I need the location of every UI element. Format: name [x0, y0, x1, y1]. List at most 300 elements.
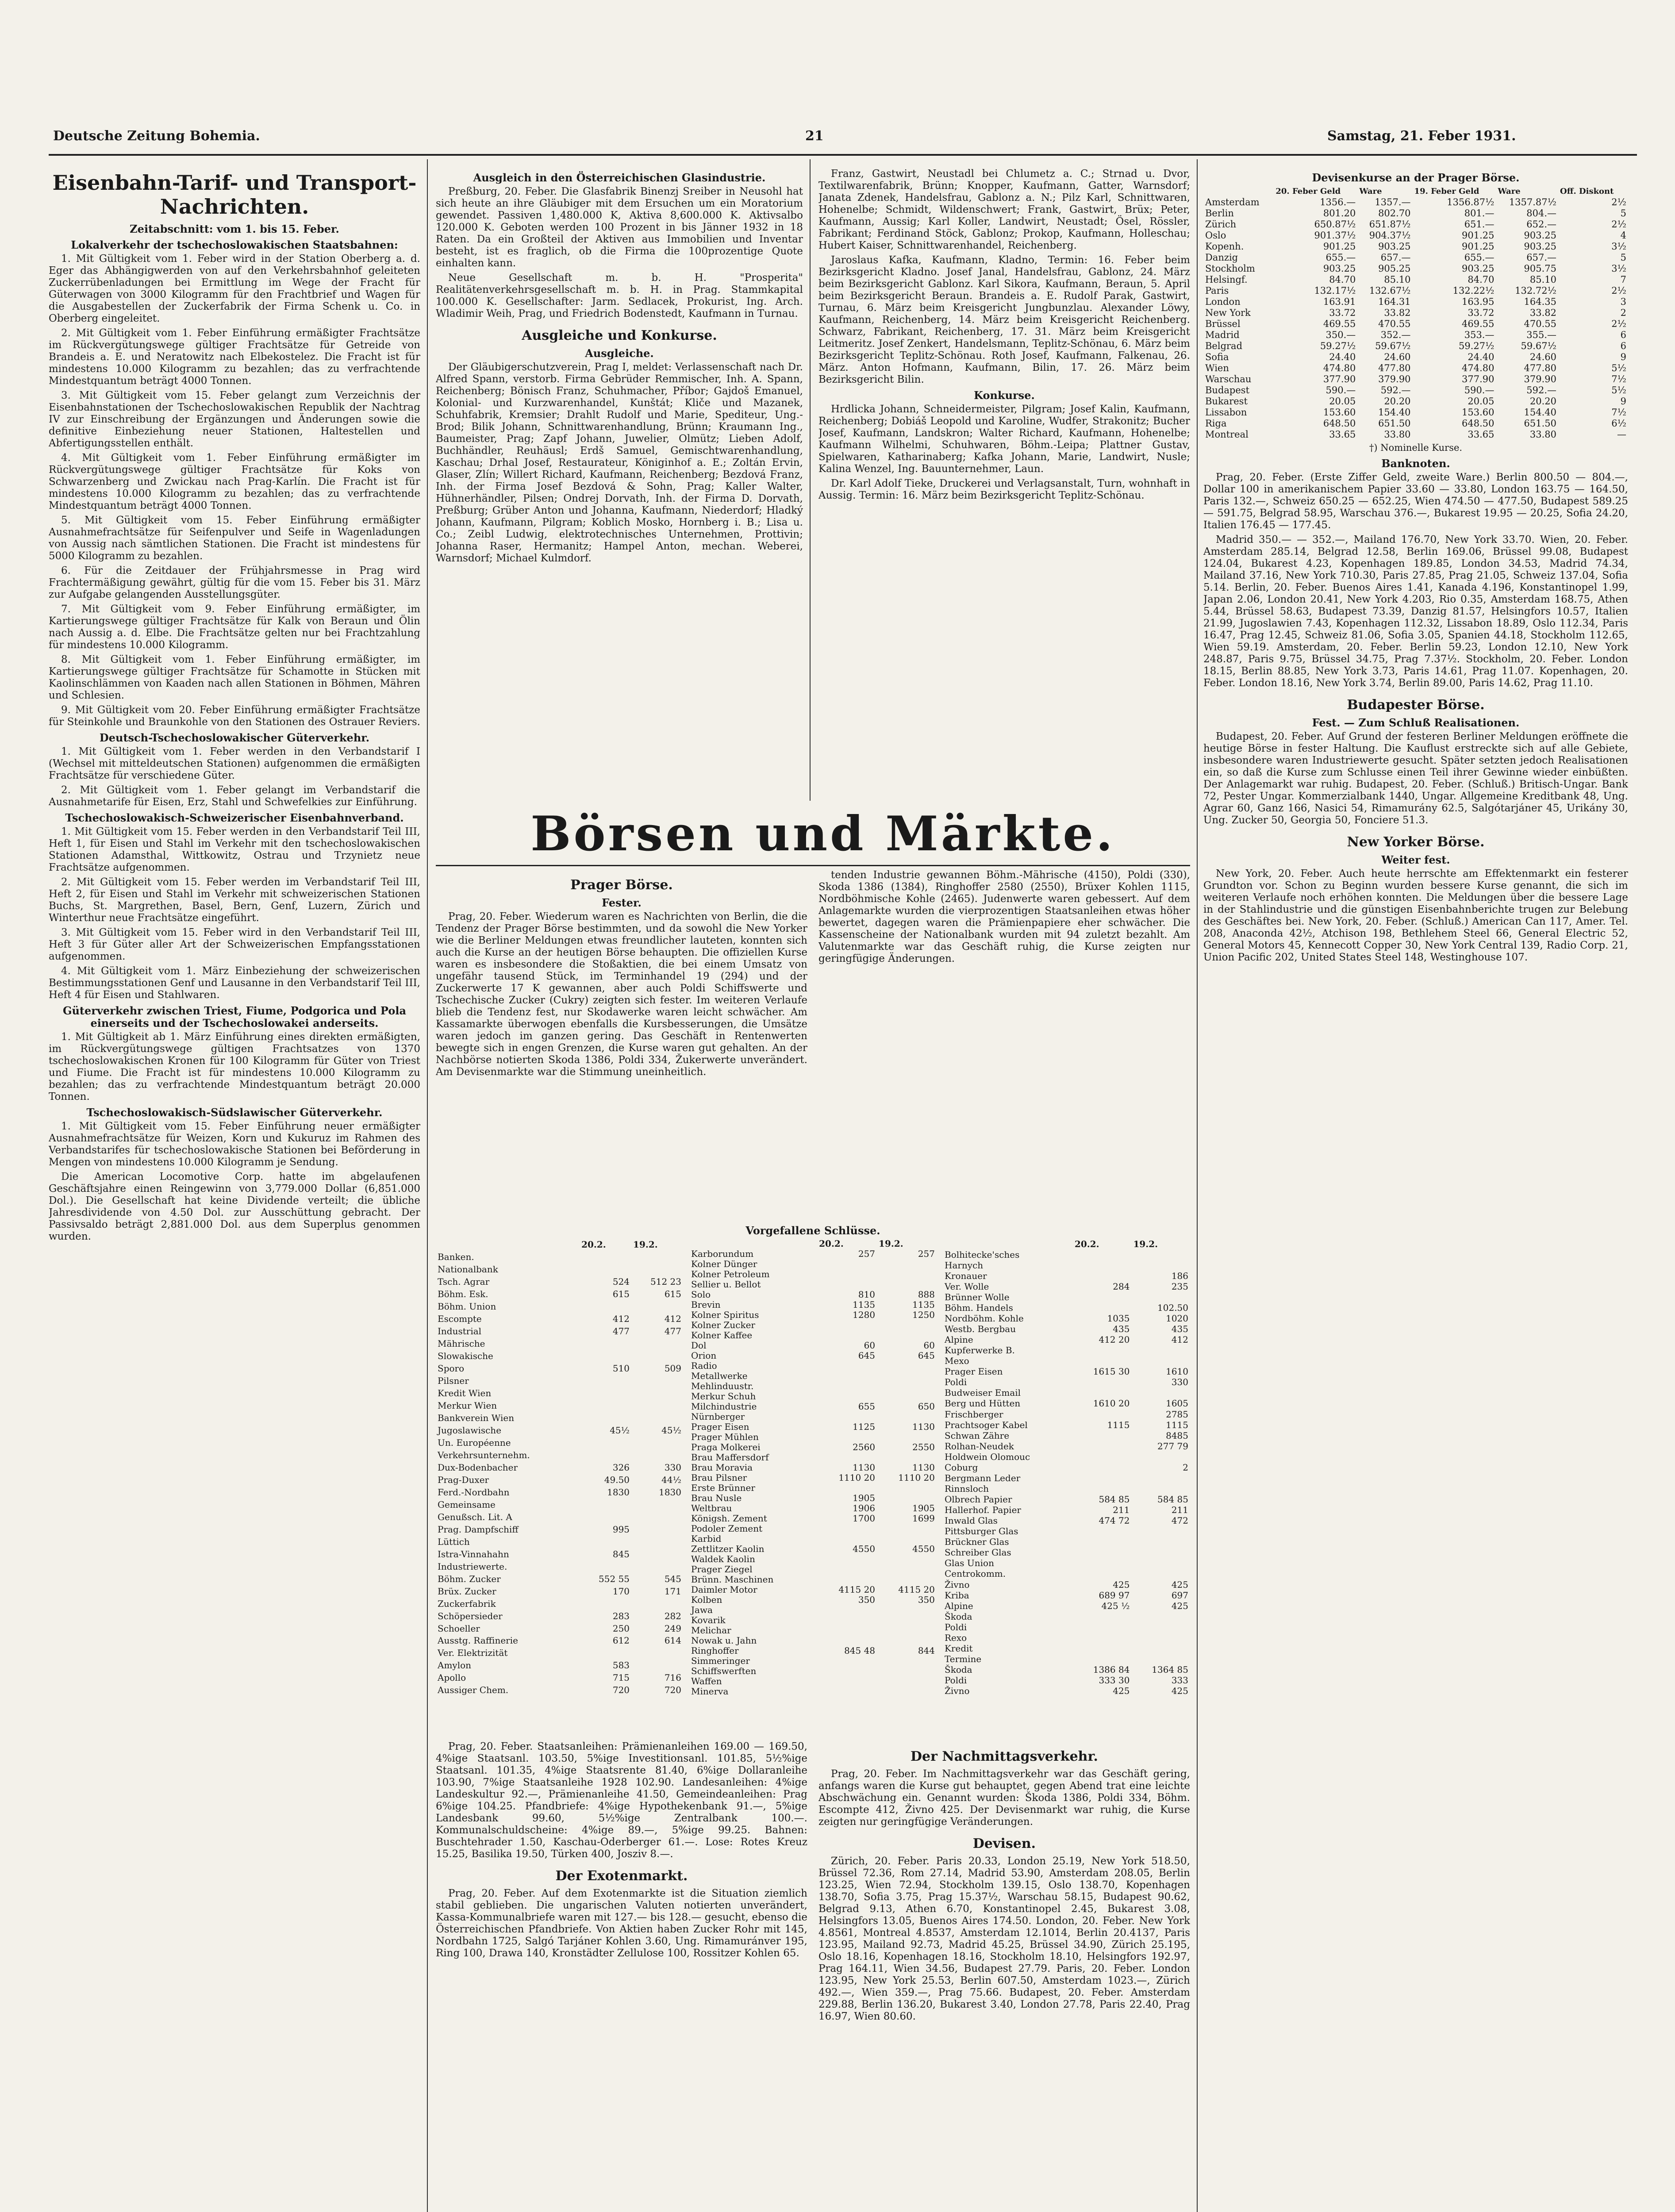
table-cell [877, 1493, 937, 1503]
table-cell: 59.27½ [1459, 341, 1494, 351]
table-cell [580, 1301, 631, 1313]
table-cell [1073, 1473, 1132, 1483]
table-cell [1073, 1430, 1132, 1441]
table-cell: 1905 [912, 1503, 935, 1513]
table-row [436, 1425, 683, 1437]
table-row [436, 1375, 683, 1387]
table-row [436, 1610, 683, 1622]
table-cell [1073, 1356, 1132, 1367]
paragraph: 5. Mit Gültigkeit vom 15. Feber Einführung ermäßigter Ausnahmefrachtsätze für Seifenpulver und Seife in Wagenladungen von Aussig nach sämtlichen Stationen. Die Fracht ist mindestens für 5000 Kilogramm zu bezahlen. [49, 515, 420, 562]
table-row [1203, 385, 1628, 396]
table-cell: Živno [945, 1686, 970, 1697]
column-rule [427, 159, 428, 2212]
table-cell [877, 1686, 937, 1697]
table-cell [877, 1412, 937, 1422]
table-cell [877, 1391, 937, 1402]
table-cell [1073, 1260, 1132, 1271]
table-cell: 425 [1113, 1579, 1130, 1590]
table-cell: Nürnberger [691, 1411, 745, 1422]
table-cell: Karborundum [691, 1248, 754, 1259]
table-cell: 284 [1113, 1281, 1130, 1292]
stock-tables-title: Vorgefallene Schlüsse. [745, 1224, 880, 1237]
table-cell [580, 1511, 631, 1523]
newspaper-name: Deutsche Zeitung Bohemia. [53, 128, 260, 144]
table-row [943, 1302, 1190, 1313]
table-header-cell: 20. Feber Geld [1275, 187, 1341, 196]
table-cell [1131, 1643, 1190, 1654]
table-cell: 1135 [912, 1299, 935, 1310]
table-cell [817, 1371, 877, 1381]
table-cell: 901.25 [1462, 230, 1494, 241]
table-row [689, 1503, 937, 1513]
table-row [689, 1575, 937, 1585]
paragraph: 4. Mit Gültigkeit vom 1. März Einbeziehung der schweizerischen Bestimmungsstationen Genf und Lausanne in den Verbandstarif Teil III, Heft 4 für Eisen und Stahlwaren. [49, 965, 420, 1001]
table-cell: 186 [1171, 1270, 1188, 1281]
running-header [0, 128, 1675, 155]
table-cell: 164.31 [1378, 296, 1411, 307]
table-cell [631, 1301, 683, 1313]
table-cell: 377.90 [1462, 374, 1494, 384]
column-rule [810, 159, 811, 801]
table-cell: 2½ [1611, 219, 1626, 230]
table-cell: Poldi [945, 1621, 967, 1632]
table-cell: 903.25 [1378, 241, 1411, 252]
table-cell [1073, 1548, 1132, 1558]
paragraph: 3. Mit Gültigkeit vom 15. Feber gelangt zum Verzeichnis der Eisenbahnstationen der Tschechoslowakischen Republik der Nachtrag IV zur Einschreibung der Ergänzungen und Änderungen sowie die definitive Einbeziehung neuer Stationen, Haltestellen und Abfertigungsstellen enthält. [49, 390, 420, 449]
table-cell [580, 1251, 631, 1263]
table-cell: 211 [1171, 1505, 1188, 1516]
table-cell [1131, 1388, 1190, 1398]
table-cell [631, 1375, 683, 1387]
table-cell [1131, 1292, 1190, 1302]
table-cell: Istra-Vinnahahn [438, 1548, 509, 1559]
paragraph: 1. Mit Gültigkeit ab 1. März Einführung eines direkten ermäßigten, im Rückvergütungswege gültigen Frachtsatzes von 1370 tschechoslowakischen Kronen für 100 Kilogramm für Güter von Triest und Fiume. Die Fracht ist für mindestens 10.000 Kilogramm zu bezahlen; das zu verfrachtende Mindestquantum beträgt 20.000 Tonnen. [49, 1031, 420, 1102]
table-cell [1131, 1569, 1190, 1579]
table-cell: 6 [1620, 341, 1626, 351]
table-cell: Bukarest [1205, 396, 1248, 407]
table-cell: 4550 [912, 1544, 935, 1554]
table-cell: Riga [1205, 418, 1227, 429]
table-cell: 888 [918, 1289, 935, 1300]
table-cell: 903.25 [1462, 263, 1494, 274]
table-cell: 249 [664, 1623, 681, 1634]
table-row [943, 1345, 1190, 1356]
table-cell: 901.25 [1462, 241, 1494, 252]
table-cell: 470.55 [1378, 319, 1411, 329]
table-cell: 2550 [912, 1442, 935, 1452]
table-cell [631, 1350, 683, 1363]
table-row [689, 1279, 937, 1290]
table-cell: Kolner Spiritus [691, 1310, 759, 1320]
table-cell [1131, 1611, 1190, 1622]
paragraph: tenden Industrie gewannen Böhm.-Mährische (4150), Poldi (330), Skoda 1386 (1384), Ringhoffer 2580 (2550), Brüxer Kohlen 1115, Nordböhmische Kohle (2465). Judenwerte waren gebessert. Auf dem Anlagemarkte wurden die vierprozentigen Staatsanleihen etwas höher bewertet, dagegen waren die Prämienpapiere eher schwächer. Die Kassenscheine der Nationalbank wurden mit 94 zuletzt bezahlt. Am Valutenmarkte war das Geschäft ruhig, die Kurse zeigten nur geringfügige Änderungen. [818, 869, 1190, 964]
prager-subtitle: Fester. [602, 896, 642, 909]
table-row [436, 1412, 683, 1425]
creditor-column [818, 168, 1190, 796]
table-row [436, 1573, 683, 1585]
table-cell [580, 1338, 631, 1350]
table-cell: Kronauer [945, 1270, 987, 1281]
table-cell: 655.— [1464, 252, 1494, 263]
table-cell: 24.40 [1329, 352, 1356, 362]
table-row [436, 1400, 683, 1412]
table-cell [1073, 1441, 1132, 1452]
table-cell: Königsh. Zement [691, 1513, 767, 1524]
table-row [689, 1595, 937, 1605]
table-row [689, 1249, 937, 1259]
table-row [436, 1325, 683, 1338]
table-cell: Kolner Petroleum [691, 1269, 770, 1279]
table-row [689, 1463, 937, 1473]
table-cell: Brüx. Zucker [438, 1586, 496, 1597]
table-cell: 153.60 [1462, 407, 1494, 418]
table-cell [631, 1498, 683, 1511]
table-row [943, 1686, 1190, 1697]
table-cell: 49.50 [604, 1474, 630, 1485]
table-cell [877, 1524, 937, 1534]
table-cell: 283 [612, 1610, 630, 1621]
table-row [689, 1605, 937, 1615]
table-note: †) Nominelle Kurse. [1369, 442, 1463, 453]
staatsanleihen-column [436, 1741, 807, 2212]
prager-boerse-article [436, 869, 807, 1214]
budapest-title: Budapester Börse. [1347, 697, 1485, 713]
table-cell: 33.72 [1329, 307, 1356, 318]
table-cell [1131, 1473, 1190, 1483]
table-cell [580, 1560, 631, 1573]
table-cell: 905.25 [1378, 263, 1411, 274]
table-cell: 5½ [1611, 363, 1626, 373]
table-cell: 33.65 [1329, 429, 1356, 440]
table-cell: Alpine [945, 1600, 973, 1611]
table-cell: Mehlinduustr. [691, 1381, 754, 1391]
table-row [689, 1585, 937, 1595]
table-cell: Bergmann Leder [945, 1472, 1021, 1483]
table-cell [631, 1263, 683, 1276]
table-cell: Slowakische [438, 1351, 493, 1362]
table-row [436, 1437, 683, 1449]
table-cell: 905.75 [1524, 263, 1557, 274]
section-heading: Lokalverkehr der tschechoslowakischen Staatsbahnen: [71, 238, 398, 251]
table-cell: Ausstg. Raffinerie [438, 1635, 518, 1646]
table-cell: 377.90 [1323, 374, 1356, 384]
table-cell: Minerva [691, 1686, 729, 1697]
banner-rule [436, 865, 1190, 866]
table-cell [817, 1656, 877, 1666]
table-cell: Alpine [945, 1334, 973, 1345]
table-row [689, 1524, 937, 1534]
table-row [689, 1290, 937, 1300]
table-cell [817, 1524, 877, 1534]
table-row [436, 1622, 683, 1635]
table-row [689, 1564, 937, 1575]
table-cell: Brünn. Maschinen [691, 1574, 774, 1585]
table-cell: Aussiger Chem. [438, 1685, 509, 1696]
table-cell: 85.10 [1529, 274, 1557, 285]
table-row [689, 1442, 937, 1452]
table-cell: Danzig [1205, 252, 1238, 263]
table-cell: Zettlitzer Kaolin [691, 1544, 765, 1554]
table-cell: 552 55 [599, 1573, 630, 1584]
table-cell [1073, 1249, 1132, 1260]
table-cell: Podoler Zement [691, 1523, 763, 1534]
table-cell: 170 [612, 1586, 630, 1597]
paragraph: Dr. Karl Adolf Tieke, Druckerei und Verlagsanstalt, Turn, wohnhaft in Aussig. Termin: 16. März beim Bezirksgericht Teplitz-Schönau. [818, 478, 1190, 501]
table-cell [877, 1320, 937, 1330]
table-cell: Schoeller [438, 1623, 480, 1634]
section-subtitle: Ausgleiche. [585, 347, 654, 360]
table-cell: Hallerhof. Papier [945, 1505, 1021, 1516]
paragraph: Hrdlicka Johann, Schneidermeister, Pilgram; Josef Kalin, Kaufmann, Reichenberg; Dobiáš Leopold und Karoline, Wudfer, Strakonitz; Bucher Josef, Kaufmann, Landskron; Walter Richard, Kaufmann, Hohenelbe; Kaufmann Wilhelmi, Schuhwaren, Böhm.-Leipa; Plattner Gustav, Spielwaren, Katharinaberg; Kafka Johann, Marie, Landwirt, Nusle; Kalina Wenzel, Ing. Bauunternehmer, Laun. [818, 403, 1190, 475]
table-cell: 379.90 [1524, 374, 1557, 384]
table-cell: Böhm. Handels [945, 1302, 1013, 1313]
table-cell: 3½ [1611, 241, 1626, 252]
table-cell: Schiffswerften [691, 1666, 757, 1676]
table-cell: Brau Pilsner [691, 1472, 747, 1483]
table-cell: Amylon [438, 1660, 472, 1671]
table-cell: 33.65 [1468, 429, 1494, 440]
table-cell: Prag-Duxer [438, 1474, 489, 1485]
table-cell: 132.22½ [1452, 285, 1494, 296]
table-cell: Waldek Kaolin [691, 1554, 755, 1564]
table-row [436, 1635, 683, 1647]
column-rule [1197, 159, 1198, 2212]
table-cell: Bolhitecke'sches [945, 1249, 1020, 1260]
table-row [689, 1381, 937, 1391]
table-row [943, 1409, 1190, 1420]
table-cell: 1357.— [1375, 197, 1411, 207]
table-row [689, 1361, 937, 1371]
table-row [943, 1388, 1190, 1398]
table-cell [817, 1605, 877, 1615]
table-cell: Centrokomm. [945, 1568, 1006, 1579]
table-row [436, 1474, 683, 1486]
table-cell: 4115 20 [838, 1584, 876, 1595]
table-row [689, 1351, 937, 1361]
table-header-cell [689, 1239, 817, 1249]
table-cell: 350 [918, 1594, 935, 1605]
table-row [1203, 396, 1628, 407]
table-cell: Weltbrau [691, 1503, 732, 1513]
table-cell: 352.— [1380, 330, 1411, 340]
table-cell: 1110 20 [838, 1472, 876, 1483]
table-cell [631, 1437, 683, 1449]
table-cell: 901.25 [1323, 241, 1356, 252]
table-cell: Lüttich [438, 1536, 470, 1547]
table-cell: 715 [612, 1672, 630, 1683]
section-title: Konkurse. [974, 389, 1035, 402]
table-row [436, 1301, 683, 1313]
table-cell [877, 1259, 937, 1269]
table-cell [877, 1432, 937, 1442]
table-cell [1073, 1377, 1132, 1388]
table-cell: Un. Européenne [438, 1437, 511, 1448]
table-cell: 995 [612, 1524, 630, 1535]
table-cell: 804.— [1526, 208, 1557, 219]
table-cell: 1130 [853, 1462, 876, 1473]
paragraph: 2. Mit Gültigkeit vom 15. Feber werden im Verbandstarif Teil III, Heft 2, für Eisen und Stahl im Verkehr mit schweizerischen Stationen Buchs, St. Margrethen, Basel, Bern, Genf, Luzern, Zürich und Winterthur neue Frachtsätze eingeführt. [49, 876, 420, 924]
table-cell [877, 1483, 937, 1493]
table-cell [1131, 1526, 1190, 1537]
table-cell: 154.40 [1524, 407, 1557, 418]
table-cell: 435 [1171, 1324, 1188, 1335]
table-cell: 2785 [1166, 1409, 1188, 1420]
table-cell: Ver. Elektrizität [438, 1647, 508, 1659]
table-cell: Belgrad [1205, 341, 1243, 351]
table-cell: Mexo [945, 1356, 969, 1367]
table-cell [631, 1536, 683, 1548]
table-cell: Schöpersieder [438, 1610, 503, 1621]
table-cell: 592.— [1526, 385, 1557, 396]
table-cell [631, 1251, 683, 1263]
section-banner: Börsen und Märkte. [530, 806, 1115, 862]
table-cell [877, 1554, 937, 1564]
table-row [943, 1377, 1190, 1388]
paragraph: Prag, 20. Feber. Wiederum waren es Nachrichten von Berlin, die die Tendenz der Prager Börse bestimmten, und da sowohl die New Yorker wie die Berliner Meldungen etwas freundlicher lauteten, konnten sich auch die Kurse an der heutigen Börse behaupten. Die offiziellen Kurse waren es insbesondere die Stoßaktien, die bei einem Umsatz von ungefähr tausend Stück, im Terminhandel 19 (294) und der Zuckerwerte 17 K gewannen, aber auch Poldi Schiffswerte und Tschechische Zucker (Cukry) zeigten sich fester. Im weiteren Verlaufe blieb die Tendenz fest, nur Skodawerke waren leicht schwächer. Am Kassamarkte überwogen ebenfalls die Kursbesserungen, die Umsätze waren jedoch im ganzen gering. Das Geschäft in Rentenwerten bewegte sich in engen Grenzen, die Kurse waren gut gehalten. An der Nachbörse notierten Skoda 1386, Poldi 334, Žukerwerte unverändert. Am Devisenmarkte war die Stimmung uneinheitlich. [436, 911, 807, 1078]
table-cell: 333 [1171, 1675, 1188, 1686]
table-cell: 412 [612, 1313, 630, 1325]
table-row [436, 1350, 683, 1363]
table-cell: 163.91 [1323, 296, 1356, 307]
table-row [1203, 418, 1628, 429]
table-cell: Verkehrsunternehm. [438, 1449, 530, 1460]
table-cell: 412 20 [1099, 1334, 1130, 1345]
table-cell: 45½ [661, 1425, 681, 1436]
table-row [943, 1675, 1190, 1686]
table-row [689, 1320, 937, 1330]
table-cell: 6½ [1611, 418, 1626, 429]
table-row [689, 1666, 937, 1676]
table-row [689, 1676, 937, 1686]
table-cell [817, 1452, 877, 1463]
table-cell: 4550 [853, 1544, 876, 1554]
table-cell: 477 [664, 1326, 681, 1337]
table-header-cell: 19.2. [879, 1238, 903, 1249]
table-cell [580, 1387, 631, 1400]
table-cell [1073, 1452, 1132, 1462]
table-cell [817, 1636, 877, 1646]
devisen-table [1203, 186, 1628, 440]
table-cell: 154.40 [1378, 407, 1411, 418]
table-cell: Jugoslawische [438, 1425, 502, 1436]
paragraph: Franz, Gastwirt, Neustadl bei Chlumetz a. C.; Strnad u. Dvor, Textilwarenfabrik, Brünn; Knopper, Kaufmann, Gatter, Warnsdorf; Janata Zdenek, Handelsfrau, Gablonz a. N.; Pilz Karl, Schnittwaren, Hohenelbe; Schmidt, Wildenschwert; Frank, Gastwirt, Brüx; Peter, Kaufmann, Aussig; Karl Koller, Landwirt, Neustadt; Ösel, Rössler, Fabrikant; Ferdinand Stöck, Gablonz; Prokop, Kaufmann, Holleschau; Hubert Kaiser, Schnittwarenhandel, Reichenberg. [818, 168, 1190, 251]
table-row [436, 1313, 683, 1325]
table-cell: 802.70 [1378, 208, 1411, 219]
paragraph: Zürich, 20. Feber. Paris 20.33, London 25.19, New York 518.50, Brüssel 72.36, Rom 27.14, Madrid 53.90, Amsterdam 208.05, Berlin 123.25, Wien 72.94, Stockholm 139.15, Oslo 138.70, Kopenhagen 138.70, Sofia 3.75, Prag 15.37½, Warschau 58.15, Budapest 90.62, Belgrad 9.13, Athen 6.70, Konstantinopel 2.45, Bukarest 3.08, Helsingfors 13.05, Buenos Aires 174.50. London, 20. Feber. New York 4.8561, Montreal 4.8537, Amsterdam 12.1014, Berlin 20.4137, Paris 123.95, Mailand 92.73, Madrid 45.25, Brüssel 34.90, Zürich 25.195, Oslo 18.16, Kopenhagen 18.16, Stockholm 18.10, Helsingfors 192.97, Prag 164.11, Wien 34.56, Budapest 27.79. Paris, 20. Feber. London 123.95, New York 25.53, Berlin 607.50, Amsterdam 1023.—, Zürich 492.—, Wien 359.—, Prag 75.66. Budapest, 20. Feber. Amsterdam 229.88, Berlin 136.20, Bukarest 3.40, London 27.78, Paris 22.40, Prag 16.97, Wien 80.60. [818, 1855, 1190, 2022]
table-row [943, 1622, 1190, 1632]
table-cell: 2½ [1611, 319, 1626, 329]
table-cell: 903.25 [1323, 263, 1356, 274]
table-cell: Sellier u. Bellot [691, 1279, 761, 1290]
table-cell: 250 [612, 1623, 630, 1634]
table-cell [631, 1647, 683, 1659]
table-cell: Berlin [1205, 208, 1234, 219]
table-cell: 7½ [1611, 374, 1626, 384]
table-cell: 33.82 [1384, 307, 1411, 318]
table-row [943, 1643, 1190, 1654]
table-cell: — [1617, 429, 1626, 440]
page-number: 21 [805, 128, 824, 144]
transport-column [49, 168, 420, 2212]
table-cell: 3½ [1611, 263, 1626, 274]
table-cell [580, 1536, 631, 1548]
table-row [436, 1560, 683, 1573]
section-heading: Deutsch-Tschechoslowakischer Güterverkehr. [99, 731, 370, 744]
table-cell: 615 [664, 1289, 681, 1300]
table-row [689, 1259, 937, 1269]
table-header-cell: Ware [1498, 187, 1521, 196]
table-cell: Frischberger [945, 1409, 1003, 1420]
table-cell: 59.67½ [1375, 341, 1411, 351]
table-row [436, 1276, 683, 1288]
table-cell [877, 1636, 937, 1646]
table-cell [1073, 1409, 1132, 1420]
table-cell: Warschau [1205, 374, 1252, 384]
table-cell: 350.— [1325, 330, 1356, 340]
article-title: Ausgleich in den Österreichischen Glasindustrie. [473, 171, 766, 184]
table-cell: 1610 20 [1093, 1398, 1130, 1409]
newyork-subtitle: Weiter fest. [1381, 853, 1450, 866]
table-cell [817, 1666, 877, 1676]
table-cell: Ver. Wolle [945, 1281, 989, 1292]
table-cell [1073, 1569, 1132, 1579]
table-cell: Apollo [438, 1672, 466, 1683]
table-cell: Westb. Bergbau [945, 1324, 1016, 1335]
paragraph: 3. Mit Gültigkeit vom 15. Feber wird in den Verbandstarif Teil III, Heft 3 für Güter aller Art der Schweizerischen Empfangsstationen aufgenommen. [49, 927, 420, 962]
table-cell: 651.87½ [1369, 219, 1411, 230]
section-heading: Tschechoslowakisch-Schweizerischer Eisenbahnverband. [65, 811, 404, 824]
table-cell [1073, 1654, 1132, 1664]
table-cell: 614 [664, 1635, 681, 1646]
table-cell: 4 [1620, 230, 1626, 241]
table-row [943, 1505, 1190, 1516]
table-cell: 645 [858, 1350, 876, 1361]
paragraph: 1. Mit Gültigkeit vom 1. Feber werden in den Verbandstarif I (Wechsel mit mitteldeutschen Stationen) aufgenommen die ermäßigten Frachtsätze für verschiedene Güter. [49, 746, 420, 781]
table-cell [1131, 1483, 1190, 1494]
table-cell: Gemeinsame [438, 1499, 496, 1510]
table-cell: 1020 [1166, 1313, 1188, 1324]
table-cell: 903.25 [1524, 230, 1557, 241]
table-cell [877, 1656, 937, 1666]
table-cell [1131, 1452, 1190, 1462]
table-cell: 584 85 [1099, 1494, 1130, 1505]
table-cell: Lissabon [1205, 407, 1247, 418]
header-rule [49, 154, 1637, 156]
table-cell [817, 1686, 877, 1697]
table-cell: 33.82 [1529, 307, 1557, 318]
table-cell: Prag. Dampfschiff [438, 1524, 519, 1535]
table-row [1203, 374, 1628, 385]
table-row [689, 1625, 937, 1636]
table-cell: 425 [1171, 1600, 1188, 1611]
paragraph: Prag, 20. Feber. (Erste Ziffer Geld, zweite Ware.) Berlin 800.50 — 804.—, Dollar 100 in amerikanischem Papier 33.60 — 33.80, London 163.75 — 164.50, Paris 132.—, Schweiz 650.25 — 652.25, Wien 474.50 — 477.50, Budapest 589.25 — 591.75, Belgrad 58.95, Warschau 376.—, Bukarest 19.95 — 20.25, Sofia 24.20, Italien 176.45 — 177.45. [1203, 472, 1628, 531]
table-row [689, 1452, 937, 1463]
table-cell: 801.20 [1323, 208, 1356, 219]
table-row [436, 1647, 683, 1659]
table-cell: Stockholm [1205, 263, 1255, 274]
table-cell [580, 1400, 631, 1412]
table-cell: 9 [1620, 396, 1626, 407]
exoten-title: Der Exotenmarkt. [555, 1868, 688, 1884]
table-row [689, 1340, 937, 1351]
table-cell: 59.27½ [1320, 341, 1356, 351]
table-cell: 5½ [1611, 385, 1626, 396]
paragraph: Preßburg, 20. Feber. Die Glasfabrik Binenzj Sreiber in Neusohl hat sich heute an ihre Gläubiger mit dem Ersuchen um ein Moratorium gewendet. Passiven 1,480.000 K, Aktiva 8,600.000 K. Aktivsalbo 120.000 K. Geboten werden 100 Prozent in bis Jänner 1932 in 18 Raten. Da ein Großteil der Aktiven aus Immobilien und Inventar besteht, ist es fraglich, ob die Firma die 100prozentige Quote einhalten kann. [436, 186, 803, 269]
table-cell: Genußsch. Lit. A [438, 1511, 512, 1522]
table-row [436, 1498, 683, 1511]
table-cell: 45½ [610, 1425, 630, 1436]
paragraph: New York, 20. Feber. Auch heute herrschte am Effektenmarkt ein festerer Grundton vor. Schon zu Beginn wurden bessere Kurse genannt, die sich im weiteren Verlaufe noch erhöhen konnten. Die Meldungen über die bessere Lage in der Stahlindustrie und die günstigen Eisenbahnberichte trugen zur Belebung des Geschäftes bei. New York, 20. Feber. (Schluß.) American Can 117, Amer. Tel. 208, Anaconda 42½, Atchison 198, Bethlehem Steel 66, General Electric 52, General Motors 45, Kennecott Copper 30, New York Central 139, Radio Corp. 21, Union Pacific 202, United States Steel 148, Westinghouse 107. [1203, 868, 1628, 963]
